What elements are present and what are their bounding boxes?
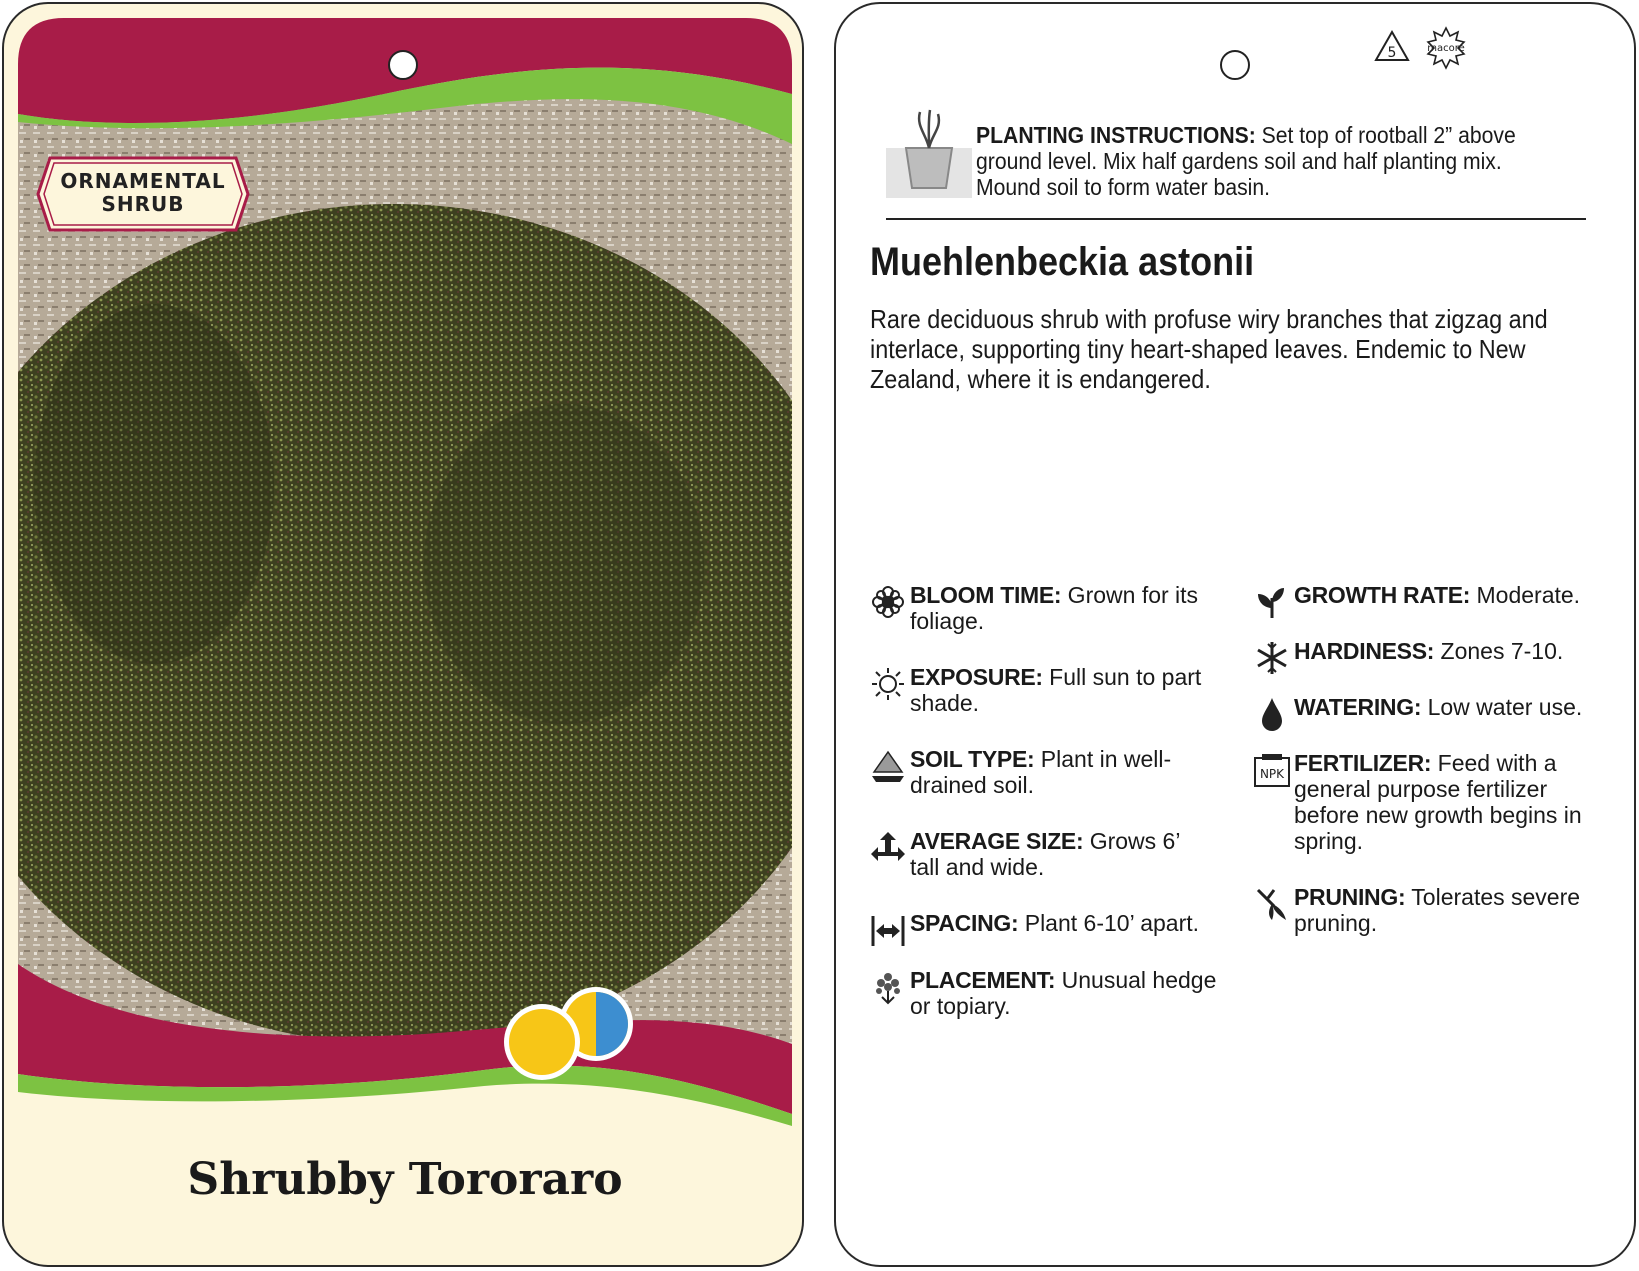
back-tag: [834, 2, 1636, 1267]
attr-label: PLACEMENT:: [910, 967, 1056, 993]
attr-label: SOIL TYPE:: [910, 746, 1035, 772]
attr-value: Feed with a general purpose fertilizer before new growth begins in spring.: [1294, 750, 1582, 854]
attr-value: Grows 6’ tall and wide.: [910, 828, 1180, 880]
planting-instructions: [976, 122, 1528, 200]
latin-name: Muehlenbeckia astonii: [870, 240, 1255, 284]
sun-icon: [870, 666, 906, 702]
attr-label: HARDINESS:: [1294, 638, 1435, 664]
growth-icon: [1254, 584, 1290, 620]
water-drop-icon: [1254, 696, 1290, 732]
recycle-number: 5: [1387, 45, 1397, 61]
attr-value: Zones 7-10.: [1434, 638, 1564, 664]
soil-icon: [870, 748, 906, 784]
badge-line-2: SHRUB: [101, 192, 185, 216]
attr-label: AVERAGE SIZE:: [910, 828, 1084, 854]
placement-icon: [870, 969, 906, 1005]
category-badge: [36, 170, 250, 216]
full-sun-icon: [504, 1004, 580, 1080]
attr-value: Tolerates severe pruning.: [1294, 884, 1581, 936]
attr-value: Plant in well-drained soil.: [910, 746, 1172, 798]
description: Rare deciduous shrub with profuse wiry branches that zigzag and interlace, supporting tiny heart-shaped leaves. Endemic to New Zealand, where it is endangered.: [870, 304, 1548, 394]
attr-label: FERTILIZER:: [1294, 750, 1432, 776]
front-tag: [2, 2, 804, 1267]
planting-text: Set top of rootball 2” above ground level. Mix half gardens soil and half planting mix. Mound soil to form water basin.: [976, 122, 1516, 200]
common-name: Shrubby Tororaro: [187, 1154, 623, 1205]
attr-value: Grown for its foliage.: [910, 582, 1199, 634]
npk-label: NPK: [1259, 767, 1285, 781]
attr-value: Full sun to part shade.: [910, 664, 1202, 716]
attr-label: SPACING:: [910, 910, 1019, 936]
attr-label: EXPOSURE:: [910, 664, 1043, 690]
pot-icon: [886, 108, 972, 198]
attr-label: GROWTH RATE:: [1294, 582, 1471, 608]
attr-value: Plant 6-10’ apart.: [1018, 910, 1200, 936]
divider: [886, 218, 1586, 220]
spacing-icon: [870, 912, 906, 948]
attr-label: WATERING:: [1294, 694, 1422, 720]
attr-value: Unusual hedge or topiary.: [910, 967, 1217, 1019]
attr-value: Moderate.: [1470, 582, 1581, 608]
hang-hole: [388, 50, 418, 80]
attr-value: Low water use.: [1421, 694, 1583, 720]
pruners-icon: [1254, 886, 1290, 922]
attr-label: BLOOM TIME:: [910, 582, 1062, 608]
flower-icon: [870, 584, 906, 620]
planting-label: PLANTING INSTRUCTIONS:: [976, 122, 1256, 148]
npk-icon: [1254, 752, 1290, 788]
badge-line-1: ORNAMENTAL: [60, 169, 226, 193]
snowflake-icon: [1254, 640, 1290, 676]
hang-hole: [1220, 50, 1250, 80]
attr-label: PRUNING:: [1294, 884, 1406, 910]
brand-name: macore: [1427, 43, 1465, 54]
exposure-icons: [504, 984, 644, 1084]
size-icon: [870, 830, 906, 866]
recycle-icon: [1372, 26, 1482, 70]
